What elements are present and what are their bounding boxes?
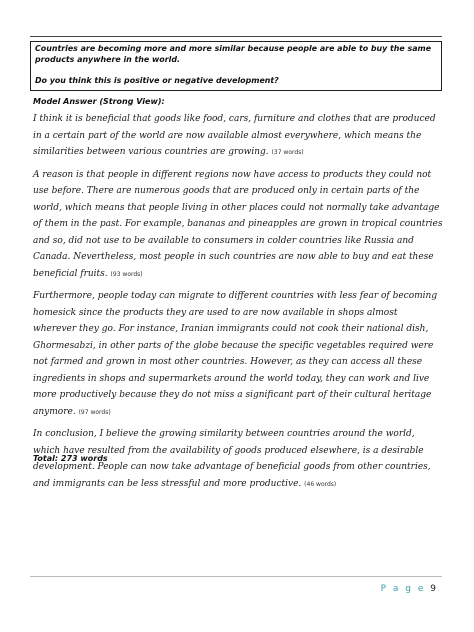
model-answer-label: Model Answer (Strong View): xyxy=(33,97,165,106)
essay-body xyxy=(33,111,443,498)
essay-prompt-box xyxy=(30,41,442,91)
essay-paragraph-body-2 xyxy=(33,288,443,421)
paragraph-text: In conclusion, I believe the growing similarity between countries around the world, which have resulted from the availability of goods produced elsewhere, is a desirable development. People can now take advantage of beneficial goods from other countries, and immigrants can be less stressful and more productive. xyxy=(33,429,431,489)
page-number-value: 9 xyxy=(430,584,436,594)
prompt-question: Do you think this is positive or negative development? xyxy=(35,75,279,85)
header-rule xyxy=(30,36,442,37)
essay-paragraph-body-1 xyxy=(33,167,443,284)
word-count: (46 words) xyxy=(304,480,337,488)
paragraph-text: A reason is that people in different regions now have access to products they could not use before. There are numerous goods that are produced only in certain parts of the world, which means that people living in other places could not normally take advantage of them in the past. For example, bananas and pineapples are grown in tropical countries and so, did not use to be available to consumers in colder countries like Russia and Canada. Nevertheless, most people in such countries are now able to buy and eat these beneficial fruits. xyxy=(33,169,443,279)
prompt-statement: Countries are becoming more and more similar because people are able to buy the same products anywhere in the world. xyxy=(35,44,432,64)
total-word-count: Total: 273 words xyxy=(33,454,108,463)
word-count: (93 words) xyxy=(110,270,143,278)
word-count: (97 words) xyxy=(78,408,111,416)
page-label: P a g e xyxy=(380,584,426,594)
essay-paragraph-intro xyxy=(33,111,443,162)
word-count: (37 words) xyxy=(271,149,304,156)
page-footer xyxy=(30,576,442,594)
paragraph-text: Furthermore, people today can migrate to different countries with less fear of becoming homesick since the products they are used to are now available in shops almost wherever they go. For instance, Iranian immigrants could not cook their national dish, Ghormesabzi, in other parts of the globe because the specific vegetables required were not farmed and grown in most other countries. However, as they can access all these ingredients in shops and supermarkets around the world today, they can work and live more productively because they do not miss a significant part of their cultural heritage anymore. xyxy=(33,291,438,417)
footer-rule xyxy=(30,576,442,577)
page-number xyxy=(381,584,436,594)
paragraph-text: I think it is beneficial that goods like food, cars, furniture and clothes that are produced in a certain part of the world are now available almost everywhere, which means the similarities between various countries are growing. xyxy=(33,114,436,157)
